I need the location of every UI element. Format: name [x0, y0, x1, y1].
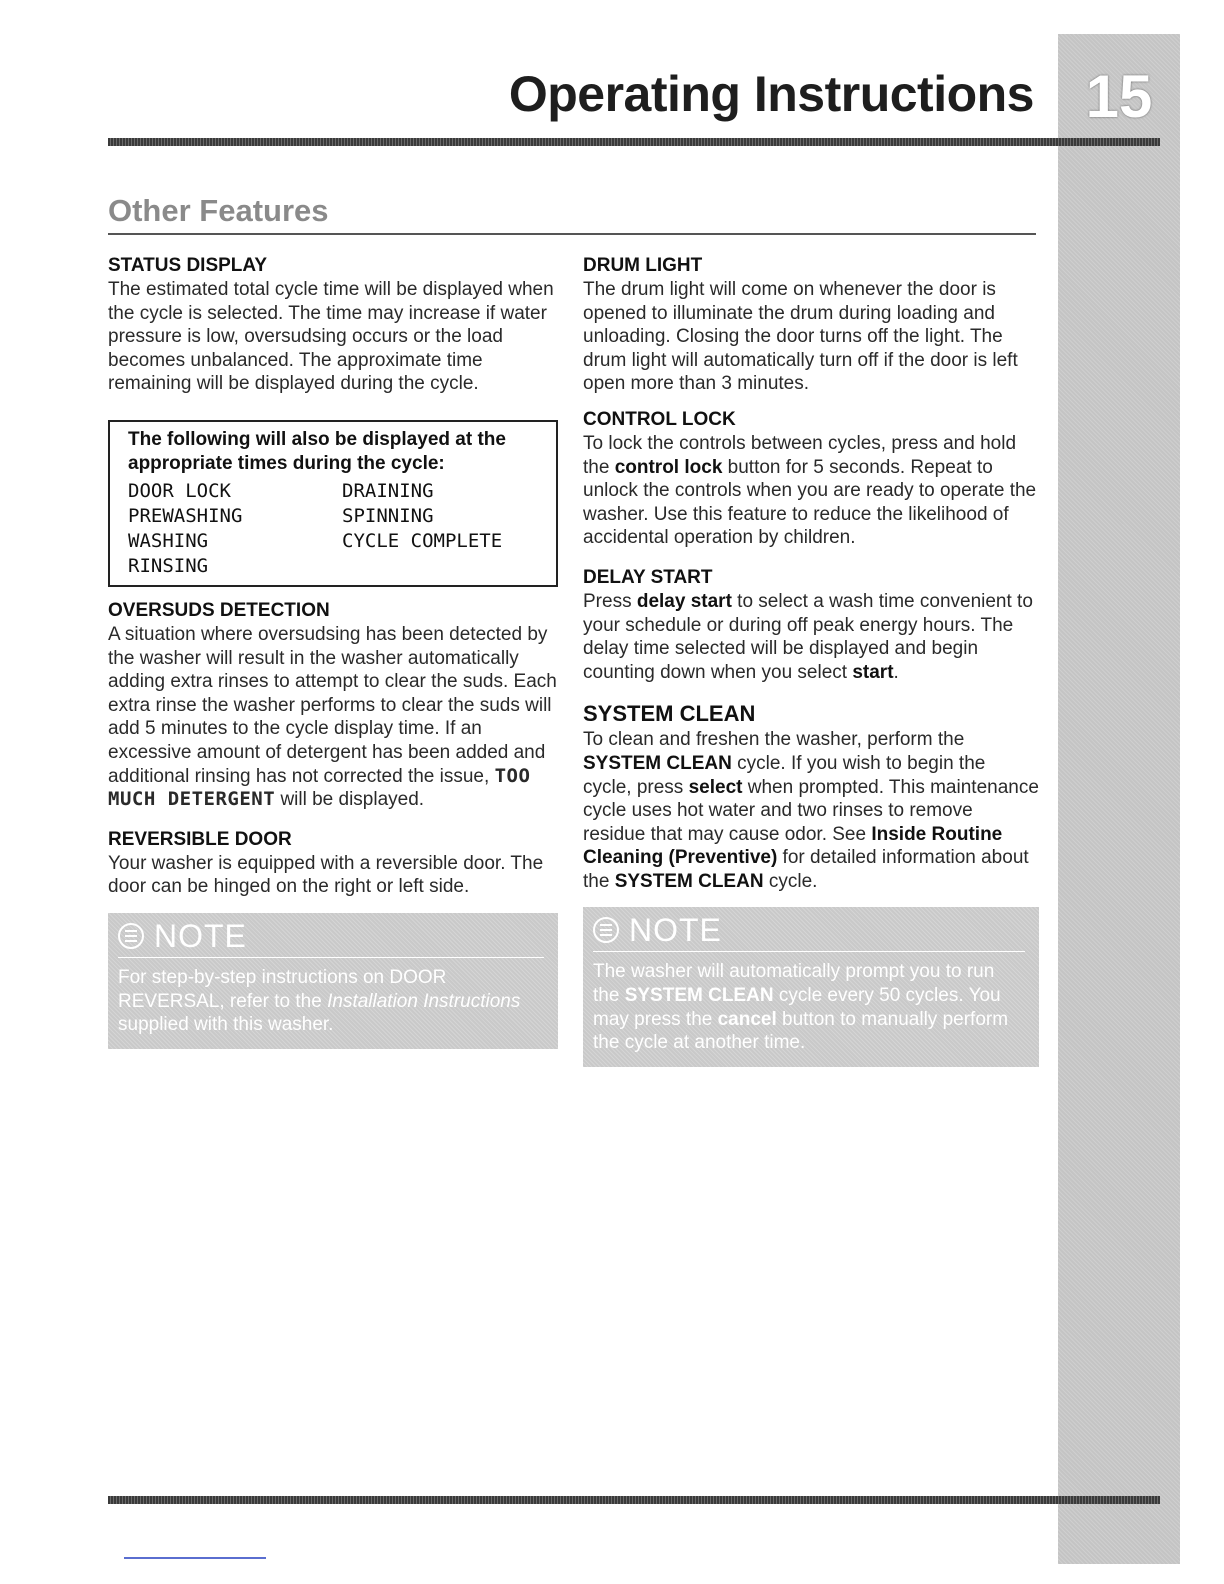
footer-rule — [108, 1496, 1160, 1504]
status-messages-list — [128, 480, 548, 577]
system-clean-heading: SYSTEM CLEAN — [583, 701, 756, 727]
system-clean-text — [583, 728, 1039, 893]
oversuds-heading: OVERSUDS DETECTION — [108, 599, 330, 621]
start-button-ref: start — [852, 661, 894, 683]
status-messages-box — [108, 420, 558, 587]
status-display-heading: STATUS DISPLAY — [108, 255, 268, 276]
status-message: RINSING — [128, 554, 209, 577]
delay-start-heading: DELAY START — [583, 566, 713, 588]
text-part: cycle. If you wish to begin the cycle, press — [583, 752, 986, 798]
drum-light-heading: DRUM LIGHT — [583, 255, 703, 276]
system-clean-ref: SYSTEM CLEAN — [624, 985, 774, 1007]
control-lock-button-ref: control lock — [614, 456, 723, 478]
right-column — [583, 254, 1039, 1067]
text-part: To clean and freshen the washer, perform the — [583, 729, 965, 751]
note-text — [593, 960, 1025, 1054]
text-part: . — [893, 661, 899, 683]
status-message: DRAINING — [342, 479, 434, 502]
note-title: NOTE — [154, 917, 247, 954]
delay-start-text — [583, 590, 1039, 684]
delay-start-button-ref: delay start — [636, 590, 732, 612]
oversuds-tail: will be displayed. — [280, 789, 425, 811]
chapter-title: Operating Instructions — [508, 66, 1034, 122]
cancel-button-ref: cancel — [717, 1008, 777, 1030]
side-tab-strip — [1058, 34, 1180, 1564]
reversible-door-heading: REVERSIBLE DOOR — [108, 828, 292, 850]
status-message: CYCLE COMPLETE — [342, 529, 503, 552]
note-text-part: For step-by-step instructions on DOOR REVERSAL, refer to the — [118, 966, 447, 1012]
installation-instructions-ref: Installation Instructions — [327, 990, 521, 1012]
note-header — [593, 913, 1025, 952]
note-text-part: supplied with this washer. — [118, 1014, 334, 1036]
reversible-door-text: Your washer is equipped with a reversible door. The door can be hinged on the right or left side. — [108, 852, 544, 898]
note-title: NOTE — [629, 912, 722, 949]
text-part: when prompted. This maintenance cycle uses hot water and two rinses to remove residue that may cause odor. See — [583, 776, 1039, 845]
note-text — [118, 966, 544, 1037]
status-display-text: The estimated total cycle time will be displayed when the cycle is selected. The time may increase if water pressure is low, oversudsing occurs or the load becomes unbalanced. The approximate time remaining will be displayed during the cycle. — [108, 279, 554, 395]
text-part: Press — [583, 590, 637, 612]
note-icon — [118, 923, 144, 949]
text-part: button for 5 seconds. Repeat to unlock the controls when you are ready to operate the washer. Use this feature to reduce the likelihood of accidental operation by children. — [583, 456, 1037, 549]
note-text-part: button to manually perform the cycle at another time. — [593, 1008, 1009, 1054]
system-clean-note — [583, 907, 1039, 1066]
status-message: SPINNING — [342, 504, 434, 527]
text-part: to select a wash time convenient to your schedule or during off peak energy hours. The delay time selected will be displayed and begin counting down when you select — [583, 590, 1033, 683]
section-rule — [108, 233, 1036, 235]
text-part: for detailed information about the — [583, 847, 1029, 892]
note-header — [118, 919, 544, 958]
status-message: PREWASHING — [128, 504, 243, 527]
control-lock-text — [583, 432, 1039, 550]
status-message: WASHING — [128, 529, 209, 552]
text-part: cycle. — [763, 870, 818, 892]
section-title: Other Features — [108, 193, 329, 228]
header-rule — [108, 138, 1160, 146]
too-much-detergent-message: TOO MUCH DETERGENT — [108, 764, 531, 811]
status-box-intro: The following will also be displayed at the appropriate times during the cycle: — [128, 428, 506, 474]
control-lock-heading: CONTROL LOCK — [583, 408, 736, 430]
page-number: 15 — [1085, 63, 1153, 130]
door-reversal-note — [108, 913, 558, 1049]
note-text-part: The washer will automatically prompt you to run the — [593, 961, 995, 1007]
drum-light-text: The drum light will come on whenever the door is opened to illuminate the drum during loading and unloading. Closing the door turns off the light. The drum light will automatically turn off if the door is left open more than 3 minutes. — [583, 279, 1018, 395]
system-clean-ref: SYSTEM CLEAN — [583, 752, 732, 774]
system-clean-ref: SYSTEM CLEAN — [614, 870, 764, 892]
inside-routine-cleaning-ref: Inside Routine Cleaning (Preventive) — [583, 823, 1003, 869]
oversuds-text — [108, 623, 558, 812]
left-column — [108, 254, 558, 1049]
oversuds-body: A situation where oversudsing has been detected by the washer will result in the washer automatically adding extra rinses to attempt to clear the suds. Each extra rinse the washer performs to clear the suds will add 5 minutes to the cycle display time. If an excessive amount of detergent has been added and additional rinsing has not corrected the issue, — [108, 623, 557, 787]
text-part: To lock the controls between cycles, press and hold the — [583, 432, 1017, 478]
footer-accent-line — [124, 1557, 266, 1559]
select-button-ref: select — [688, 776, 743, 798]
note-text-part: cycle every 50 cycles. You may press the — [593, 985, 1001, 1030]
note-icon — [593, 917, 619, 943]
status-message: DOOR LOCK — [128, 479, 231, 502]
